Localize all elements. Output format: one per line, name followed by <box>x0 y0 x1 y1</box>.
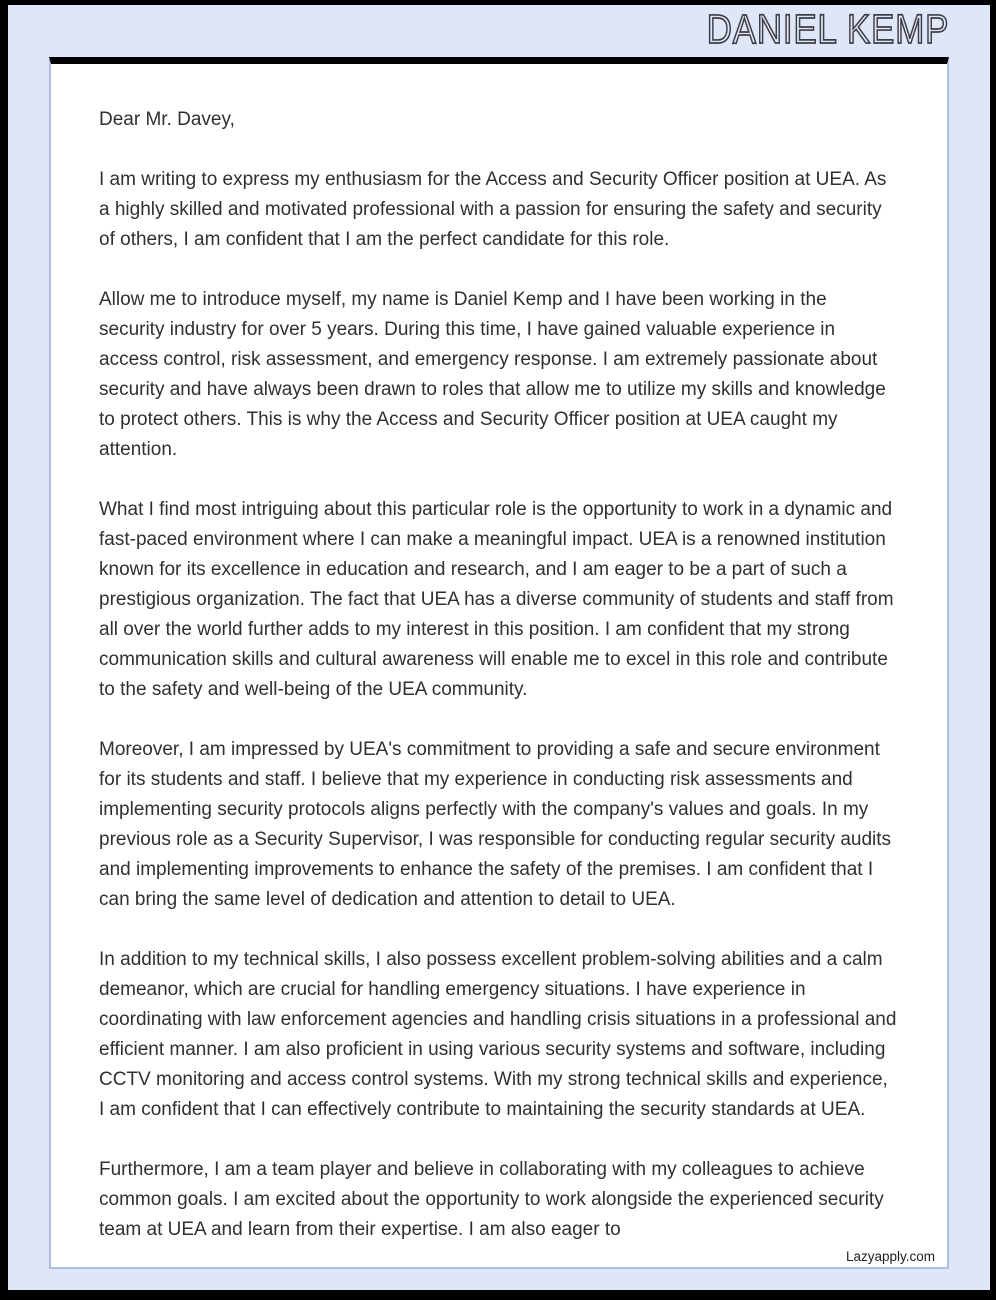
letter-paragraph: In addition to my technical skills, I also possess excellent problem-solving abilities and a calm demeanor, which are crucial for handling emergency situations. I have experience in coordinating with law enforcement agencies and handling crisis situations in a professional and efficient manner. I am also proficient in using various security systems and software, including CCTV monitoring and access control systems. With my strong technical skills and experience, I am confident that I can effectively contribute to maintaining the security standards at UEA. <box>99 949 897 1120</box>
letter-paragraph: Moreover, I am impressed by UEA's commitment to providing a safe and secure environment for its students and staff. I believe that my experience in conducting risk assessments and implementing security protocols aligns perfectly with the company's values and goals. In my previous role as a Security Supervisor, I was responsible for conducting regular security audits and implementing improvements to enhance the safety of the premises. I am confident that I can bring the same level of dedication and attention to detail to UEA. <box>99 739 892 910</box>
letter-page <box>49 57 949 1269</box>
header-name: DANIEL KEMP <box>706 6 949 52</box>
header <box>49 5 949 52</box>
lazyapply-watermark: Lazyapply.com <box>842 1249 935 1265</box>
letter-salutation: Dear Mr. Davey, <box>99 109 235 130</box>
letter-paragraph: What I find most intriguing about this particular role is the opportunity to work in a dynamic and fast-paced environment where I can make a meaningful impact. UEA is a renowned institution known for its excellence in education and research, and I am eager to be a part of such a prestigious organization. The fact that UEA has a diverse community of students and staff from all over the world further adds to my interest in this position. I am confident that my strong communication skills and cultural awareness will enable me to excel in this role and contribute to the safety and well-being of the UEA community. <box>99 499 894 700</box>
letter-paragraph: Furthermore, I am a team player and believe in collaborating with my colleagues to achieve common goals. I am excited about the opportunity to work alongside the experienced security team at UEA and learn from their expertise. I am also eager to <box>99 1159 884 1240</box>
letter-paragraph: I am writing to express my enthusiasm for the Access and Security Officer position at UEA. As a highly skilled and motivated professional with a passion for ensuring the safety and security of others, I am confident that I am the perfect candidate for this role. <box>99 169 887 250</box>
letter-body <box>51 64 947 1245</box>
letter-paragraph: Allow me to introduce myself, my name is Daniel Kemp and I have been working in the security industry for over 5 years. During this time, I have gained valuable experience in access control, risk assessment, and emergency response. I am extremely passionate about security and have always been drawn to roles that allow me to utilize my skills and knowledge to protect others. This is why the Access and Security Officer position at UEA caught my attention. <box>99 289 886 460</box>
